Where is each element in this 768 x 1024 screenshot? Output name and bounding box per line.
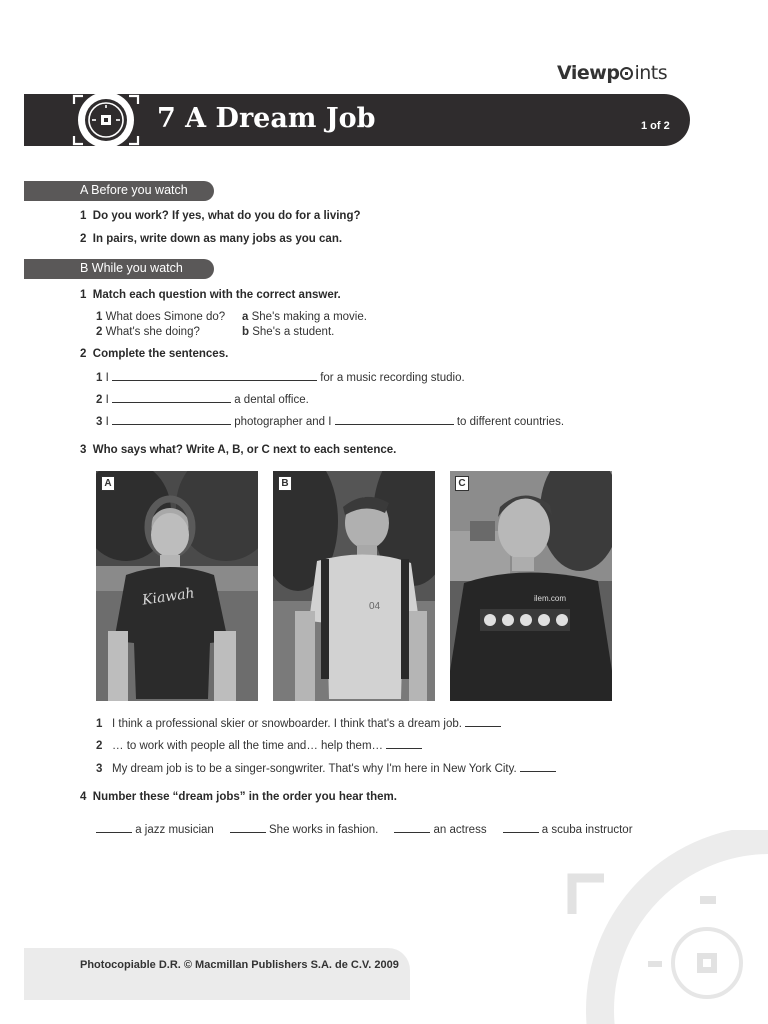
answer-blank[interactable]	[335, 414, 454, 425]
camera-viewfinder-icon	[70, 90, 142, 150]
decorative-viewfinder-icon	[560, 830, 768, 1024]
photo-tag-c: C	[455, 476, 469, 491]
dream-job-item: a jazz musician	[135, 824, 214, 836]
answer-blank[interactable]	[465, 716, 501, 727]
who-says-sentence-1: 1 I think a professional skier or snowboarder. I think that's a dream job.	[96, 716, 501, 730]
match-left-2: 2 What's she doing?	[96, 326, 200, 338]
question-b4: 4 Number these “dream jobs” in the order you hear them.	[80, 791, 397, 803]
answer-blank[interactable]	[112, 392, 231, 403]
answer-blank[interactable]	[112, 370, 317, 381]
dream-jobs-list	[96, 822, 633, 836]
match-right-b: b She's a student.	[242, 326, 335, 338]
sentence-2-3: 3 I photographer and I to different countries.	[96, 416, 565, 428]
match-right-a: a She's making a movie.	[242, 311, 367, 323]
photo-b	[273, 471, 435, 701]
viewpoints-logo	[557, 62, 667, 84]
who-says-sentence-3: 3 My dream job is to be a singer-songwriter. That's why I'm here in New York City.	[96, 761, 556, 775]
photo-tag-b: B	[278, 476, 292, 491]
copyright-notice: Photocopiable D.R. © Macmillan Publishers S.A. de C.V. 2009	[80, 959, 399, 971]
question-b2: 2 Complete the sentences.	[80, 348, 229, 360]
logo-suffix: ints	[634, 62, 668, 84]
answer-blank[interactable]	[96, 822, 132, 833]
section-b-header	[24, 259, 214, 279]
shirt-print-c: ilem.com	[534, 594, 567, 603]
photo-tag-a: A	[101, 476, 115, 491]
section-a-label: A Before you watch	[80, 183, 188, 197]
page-indicator: 1 of 2	[641, 120, 670, 132]
who-says-sentence-2: 2 … to work with people all the time and… help them…	[96, 738, 422, 752]
photo-a	[96, 471, 258, 701]
sentence-2-2: 2 I a dental office.	[96, 394, 309, 406]
answer-blank[interactable]	[520, 761, 556, 772]
section-a-question-1: 1 Do you work? If yes, what do you do for a living?	[80, 210, 361, 222]
page-title: 7 A Dream Job	[157, 103, 376, 134]
answer-blank[interactable]	[503, 822, 539, 833]
answer-blank[interactable]	[112, 414, 231, 425]
logo-o-icon	[620, 67, 633, 80]
section-a-question-2: 2 In pairs, write down as many jobs as you can.	[80, 233, 343, 245]
section-b-label: B While you watch	[80, 261, 183, 275]
photo-c	[450, 471, 612, 701]
shirt-print-b: 04	[369, 601, 381, 612]
section-a-header	[24, 181, 214, 201]
logo-prefix: Viewp	[557, 62, 620, 84]
dream-job-item: a scuba instructor	[541, 824, 633, 836]
match-left-1: 1 What does Simone do?	[96, 311, 226, 323]
dream-job-item: an actress	[433, 824, 487, 836]
answer-blank[interactable]	[230, 822, 266, 833]
footer-band	[24, 948, 410, 1000]
answer-blank[interactable]	[386, 738, 422, 749]
shirt-print-a: Kiawah	[141, 585, 196, 609]
question-b3: 3 Who says what? Write A, B, or C next to each sentence.	[80, 444, 397, 456]
sentence-2-1: 1 I for a music recording studio.	[96, 372, 465, 384]
question-b1: 1 Match each question with the correct answer.	[80, 289, 341, 301]
dream-job-item: She works in fashion.	[269, 824, 379, 836]
answer-blank[interactable]	[394, 822, 430, 833]
